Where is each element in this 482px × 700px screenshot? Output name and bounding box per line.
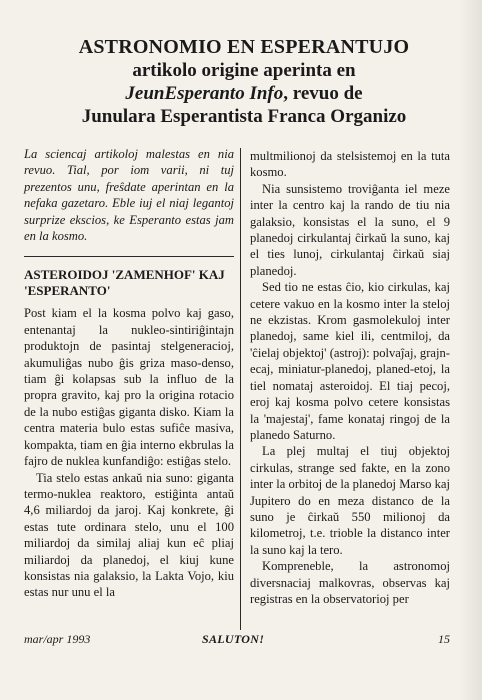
paragraph: Nia sunsistemo troviĝanta iel meze inter la centro kaj la rando de tiu nia galaksio, konsistas el la suno, el 9 planedoj cirkulantaj ĉirkaŭ la suno, kaj el ties lunoj, cirkulantaj ĉirkaŭ siaj planedoj. [250, 181, 450, 278]
paragraph: multmilionoj da stelsistemoj en la tuta kosmo. [250, 149, 450, 180]
subtitle-line-3: Junulara Esperantista Franca Organizo [81, 106, 407, 127]
article-header [24, 36, 464, 128]
subtitle-line-1: artikolo origine aperinta en [132, 60, 356, 81]
editorial-intro: La sciencaj artikoloj malestas en nia revuo. Tial, por iom varii, ni tuj prezentos unu, freŝdate aperintan en la nefaka gazetaro. Eble iuj el niaj legantoj surprize ekscios, ke Esperanto estas jam en la kosmo. [24, 147, 234, 244]
paragraph: La plej multaj el tiuj objektoj cirkulas, strange sed fakte, en la zono inter la orbitoj de la planedoj Marso kaj Jupitero do en meza distanco de la suno je ĉirkaŭ 550 milionoj da kilometroj, t.e. trioble la distanco inter la suno kaj la tero. [250, 444, 450, 557]
section-heading: ASTEROIDOJ 'ZAMENHOF' KAJ 'ESPERANTO' [24, 267, 225, 299]
column-divider [240, 148, 241, 630]
intro-divider [24, 256, 234, 257]
publication-name: JeunEsperanto Info [125, 83, 284, 104]
paragraph: Sed tio ne estas ĉio, kio cirkulas, kaj cetere vakuo en la kosmo inter la steloj ne ekzistas. Krom gasmolekuloj inter planedoj, same kiel ili, centmiloj, da 'ĉielaj objektoj' (astroj): polvaĵaj, grajn-ecaj, miniatur-planedoj, planed-etoj, la tiel nomataj asteroidoj. El tiaj pecoj, eroj kaj kosma polvo cetere konsistas la 'majestaj', fame konataj ringoj de la planedo Saturno. [250, 280, 450, 442]
issue-date: mar/apr 1993 [24, 632, 91, 646]
paragraph: Post kiam el la kosma polvo kaj gaso, entenantaj la nukleo-sintiriĝintajn produktojn de pasintaj stelgeneracioj, akumuliĝas nubo ĝis griza maso-denso, tiam ĝi kolapsas sub la influo de la propra gravito, kaj pro la origina rotacio de la nubo estiĝas giganta disko. Kiam la centra materia bulo estas sufiĉe masiva, kompakta, tiam en ĝia interno ekbrulas la fajro de nuklea kunfandiĝo: estiĝas stelo. [24, 306, 234, 469]
magazine-name: SALUTON! [202, 632, 265, 646]
right-column [250, 148, 450, 607]
main-title: ASTRONOMIO EN ESPERANTUJO [78, 36, 410, 58]
page-number: 15 [438, 632, 450, 646]
paragraph: Tia stelo estas ankaŭ nia suno: giganta termo-nuklea reaktoro, estiĝinta antaŭ 4,6 miliardoj da jaroj. Kaj konkrete, ĝi estas tute ordinara stelo, unu el 100 miliardoj da similaj aliaj kun eĉ pliaj miliardoj da planedoj, el kiuj kune konsistas nia galaksio, la Lakta Vojo, kiu estas nur unu el la [24, 470, 234, 600]
subtitle-line-2 [24, 82, 464, 105]
subtitle-line-2-rest: , revuo de [283, 83, 363, 104]
paragraph: Kompreneble, la astronomoj diversnaciaj malkovras, observas kaj registras en la observatorioj per [250, 559, 450, 606]
left-column [24, 146, 234, 601]
